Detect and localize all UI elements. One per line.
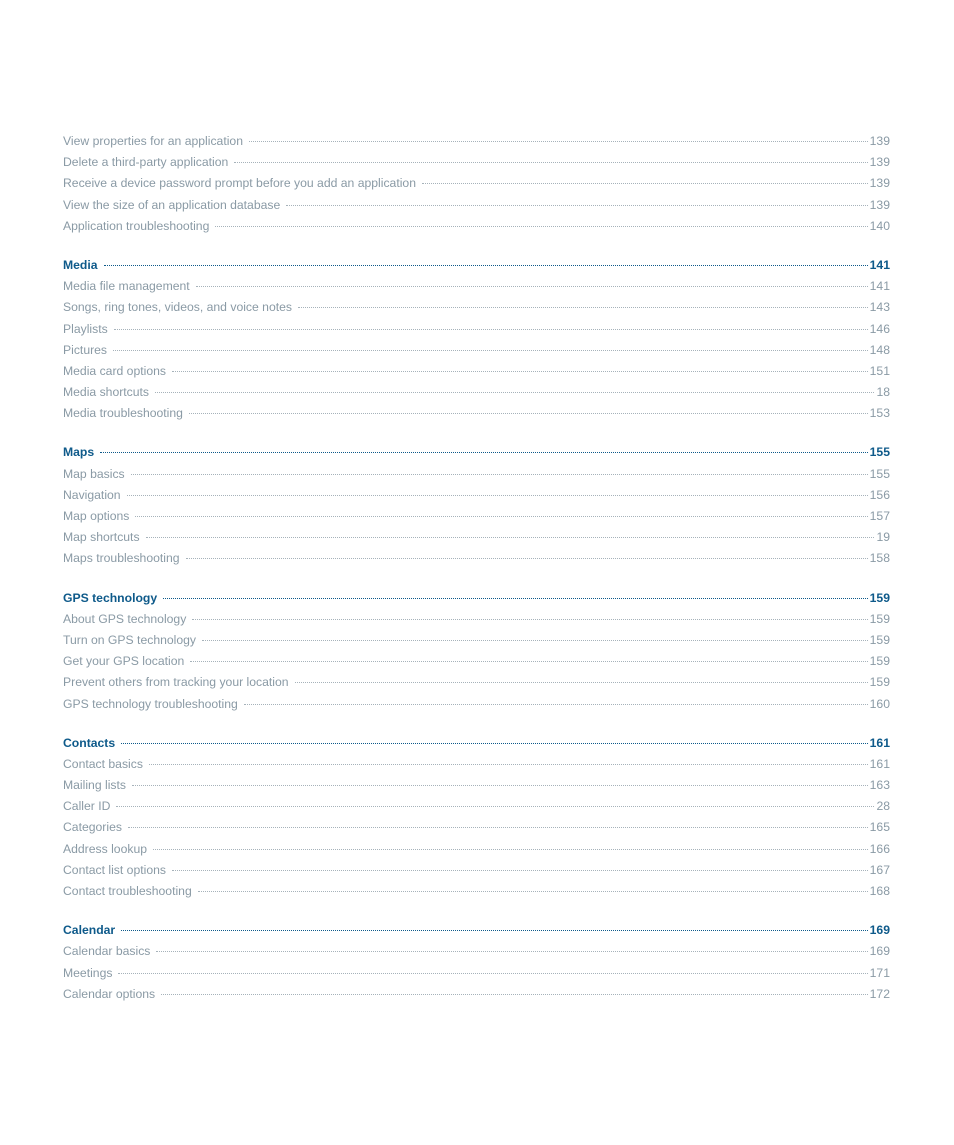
dot-leader — [198, 891, 868, 892]
toc-section-calendar — [63, 920, 890, 1005]
entry-page-number: 158 — [869, 551, 890, 566]
entry-page-number: 159 — [869, 675, 890, 690]
toc-entry[interactable] — [63, 361, 890, 382]
entry-title: Media shortcuts — [63, 385, 150, 400]
toc-entry[interactable] — [63, 297, 890, 318]
toc-section-gps-technology — [63, 588, 890, 715]
dot-leader — [186, 558, 868, 559]
entry-title: Meetings — [63, 965, 113, 980]
dot-leader — [149, 764, 868, 765]
dot-leader — [121, 930, 868, 931]
entry-page-number: 153 — [869, 406, 890, 421]
dot-leader — [104, 265, 868, 266]
chapter-page-number: 141 — [869, 257, 890, 272]
chapter-title: Calendar — [63, 923, 116, 938]
toc-entry[interactable] — [63, 195, 890, 216]
dot-leader — [146, 537, 875, 538]
toc-entry[interactable] — [63, 527, 890, 548]
table-of-contents — [63, 131, 890, 1005]
dot-leader — [189, 413, 868, 414]
entry-title: Delete a third-party application — [63, 155, 229, 170]
entry-title: Get your GPS location — [63, 654, 185, 669]
dot-leader — [114, 329, 868, 330]
entry-page-number: 168 — [869, 884, 890, 898]
entry-title: Contact troubleshooting — [63, 884, 192, 898]
toc-entry[interactable] — [63, 382, 890, 403]
toc-entry[interactable] — [63, 941, 890, 962]
entry-page-number: 28 — [876, 799, 890, 814]
entry-title: Pictures — [63, 342, 108, 357]
entry-title: Calendar basics — [63, 944, 151, 959]
toc-entry[interactable] — [63, 548, 890, 569]
entry-title: Contact list options — [63, 862, 166, 877]
dot-leader — [153, 849, 868, 850]
entry-page-number: 139 — [869, 176, 890, 191]
entry-title: Caller ID — [63, 799, 111, 814]
entry-page-number: 166 — [869, 841, 890, 856]
entry-page-number: 171 — [869, 965, 890, 980]
entry-page-number: 163 — [869, 778, 890, 793]
chapter-title: Maps — [63, 445, 95, 460]
dot-leader — [202, 640, 868, 641]
toc-entry[interactable] — [63, 173, 890, 194]
dot-leader — [196, 286, 868, 287]
entry-page-number: 139 — [869, 134, 890, 148]
dot-leader — [286, 205, 867, 206]
toc-entry[interactable] — [63, 340, 890, 361]
toc-entry[interactable] — [63, 319, 890, 340]
entry-page-number: 169 — [869, 944, 890, 959]
entry-page-number: 172 — [869, 986, 890, 1001]
toc-entry[interactable] — [63, 464, 890, 485]
dot-leader — [172, 870, 868, 871]
entry-title: Mailing lists — [63, 778, 126, 793]
entry-title: View properties for an application — [63, 134, 243, 148]
toc-entry[interactable] — [63, 609, 890, 630]
entry-title: Songs, ring tones, videos, and voice notes — [63, 300, 292, 315]
toc-entry[interactable] — [63, 506, 890, 527]
entry-title: Calendar options — [63, 986, 156, 1001]
entry-title: Media card options — [63, 363, 166, 378]
entry-page-number: 139 — [869, 155, 890, 170]
chapter-page-number: 155 — [869, 445, 890, 460]
entry-page-number: 157 — [869, 509, 890, 523]
toc-section-maps — [63, 442, 890, 569]
entry-page-number: 159 — [869, 632, 890, 647]
entry-title: Receive a device password prompt before you add an application — [63, 176, 416, 191]
dot-leader — [156, 951, 867, 952]
toc-chapter-heading[interactable] — [63, 442, 890, 463]
entry-page-number: 141 — [869, 279, 890, 294]
entry-title: View the size of an application database — [63, 197, 281, 212]
entry-page-number: 139 — [869, 197, 890, 212]
dot-leader — [113, 350, 868, 351]
dot-leader — [118, 973, 867, 974]
toc-entry[interactable] — [63, 672, 890, 693]
toc-entry[interactable] — [63, 860, 890, 881]
dot-leader — [100, 452, 868, 453]
toc-entry[interactable] — [63, 276, 890, 297]
chapter-title: GPS technology — [63, 590, 158, 605]
toc-chapter-heading[interactable] — [63, 588, 890, 609]
entry-page-number: 159 — [869, 654, 890, 669]
entry-title: Turn on GPS technology — [63, 632, 197, 647]
toc-entry[interactable] — [63, 881, 890, 902]
toc-entry[interactable] — [63, 630, 890, 651]
dot-leader — [190, 661, 867, 662]
toc-entry[interactable] — [63, 403, 890, 424]
dot-leader — [244, 704, 868, 705]
toc-entry[interactable] — [63, 131, 890, 152]
entry-title: Map shortcuts — [63, 530, 140, 545]
entry-title: Map options — [63, 509, 130, 523]
chapter-page-number: 169 — [869, 923, 890, 938]
entry-title: Prevent others from tracking your location — [63, 675, 289, 690]
toc-entry[interactable] — [63, 694, 890, 715]
toc-chapter-heading[interactable] — [63, 920, 890, 941]
entry-title: Media troubleshooting — [63, 406, 183, 421]
dot-leader — [163, 598, 868, 599]
toc-section-contacts — [63, 733, 890, 903]
toc-chapter-heading[interactable] — [63, 733, 890, 754]
entry-title: Categories — [63, 820, 122, 835]
chapter-title: Media — [63, 257, 98, 272]
dot-leader — [128, 827, 868, 828]
dot-leader — [192, 619, 867, 620]
entry-page-number: 155 — [869, 466, 890, 481]
entry-page-number: 143 — [869, 300, 890, 315]
entry-page-number: 160 — [869, 696, 890, 711]
toc-entry[interactable] — [63, 839, 890, 860]
entry-title: Contact basics — [63, 756, 143, 771]
dot-leader — [234, 162, 867, 163]
toc-section-media — [63, 255, 890, 425]
toc-entry[interactable] — [63, 984, 890, 1005]
dot-leader — [422, 183, 868, 184]
entry-title: Navigation — [63, 487, 121, 502]
entry-title: Map basics — [63, 466, 125, 481]
dot-leader — [155, 392, 874, 393]
dot-leader — [295, 682, 868, 683]
entry-page-number: 156 — [869, 487, 890, 502]
chapter-page-number: 159 — [869, 590, 890, 605]
toc-entry[interactable] — [63, 775, 890, 796]
entry-title: Address lookup — [63, 841, 148, 856]
chapter-page-number: 161 — [869, 735, 890, 750]
entry-page-number: 140 — [869, 218, 890, 233]
toc-entry[interactable] — [63, 796, 890, 817]
entry-title: Playlists — [63, 321, 108, 336]
dot-leader — [132, 785, 868, 786]
entry-page-number: 159 — [869, 611, 890, 626]
entry-page-number: 18 — [876, 385, 890, 400]
entry-page-number: 146 — [869, 321, 890, 336]
toc-entry[interactable] — [63, 817, 890, 838]
toc-entry[interactable] — [63, 651, 890, 672]
toc-entry[interactable] — [63, 485, 890, 506]
entry-page-number: 165 — [869, 820, 890, 835]
toc-entry[interactable] — [63, 216, 890, 237]
toc-chapter-heading[interactable] — [63, 255, 890, 276]
entry-title: Maps troubleshooting — [63, 551, 180, 566]
dot-leader — [172, 371, 868, 372]
entry-page-number: 161 — [869, 756, 890, 771]
dot-leader — [215, 226, 867, 227]
entry-page-number: 148 — [869, 342, 890, 357]
dot-leader — [135, 516, 867, 517]
entry-page-number: 151 — [869, 363, 890, 378]
entry-title: About GPS technology — [63, 611, 187, 626]
dot-leader — [249, 141, 868, 142]
chapter-title: Contacts — [63, 735, 116, 750]
toc-entry[interactable] — [63, 152, 890, 173]
dot-leader — [116, 806, 874, 807]
entry-title: GPS technology troubleshooting — [63, 696, 238, 711]
entry-title: Media file management — [63, 279, 190, 294]
dot-leader — [161, 994, 868, 995]
dot-leader — [121, 743, 868, 744]
dot-leader — [131, 474, 868, 475]
toc-entry[interactable] — [63, 963, 890, 984]
toc-entry[interactable] — [63, 754, 890, 775]
entry-title: Application troubleshooting — [63, 218, 210, 233]
entry-page-number: 19 — [876, 530, 890, 545]
entry-page-number: 167 — [869, 862, 890, 877]
dot-leader — [298, 307, 868, 308]
dot-leader — [127, 495, 868, 496]
toc-section-continued — [63, 131, 890, 237]
